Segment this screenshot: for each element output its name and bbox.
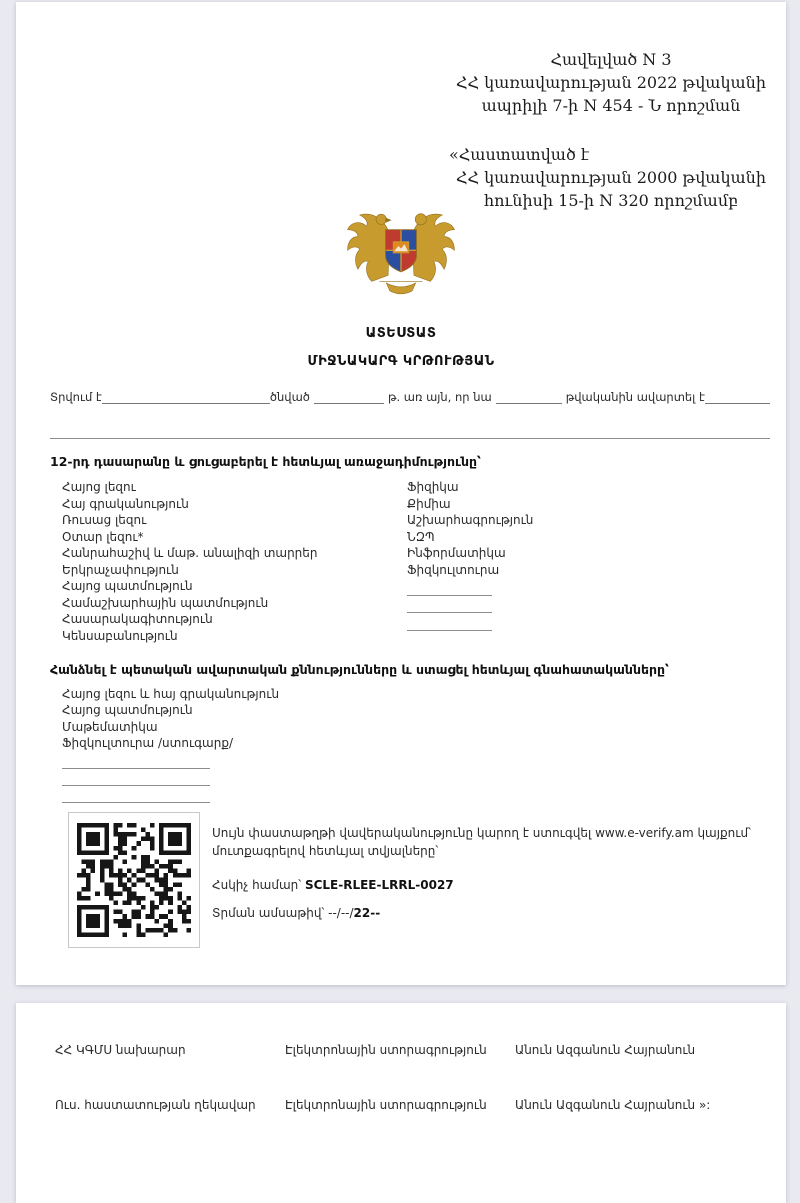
approved-reference-block xyxy=(421,143,800,212)
subject-blank-line xyxy=(407,597,492,613)
subject-item: Ֆիզկուլտուրա xyxy=(407,562,500,577)
school-blank-field xyxy=(705,391,770,404)
subject-item: Համաշխարհային պատմություն xyxy=(62,595,269,610)
subject-item: Ինֆորմատիկա xyxy=(407,546,506,560)
exam-blank-line xyxy=(62,787,210,803)
name-blank-field xyxy=(102,391,270,404)
exam-blank-lines xyxy=(62,753,210,804)
subject-item: Ֆիզիկա xyxy=(407,480,459,494)
issue-date-year: 22-- xyxy=(353,906,381,920)
annex-line: ապրիլի 7-ի N 454 - Ն որոշման xyxy=(481,96,741,115)
exam-subject-item: Ֆիզկուլտուրա /ստուգարք/ xyxy=(62,735,234,750)
exam-subjects-column xyxy=(62,686,392,751)
subject-item: Ռուսաց լեզու xyxy=(62,513,147,527)
signer-role: ՀՀ ԿԳՄՍ նախարար xyxy=(55,1043,186,1057)
emblem-shield xyxy=(385,230,416,273)
annex-reference-block xyxy=(421,48,800,117)
subject-blank-line xyxy=(407,580,492,596)
verification-instructions: Սույն փաստաթղթի վավերականությունը կարող է ստուգվել www.e-verify.am կայքում՝ մուտքագրելով հետևյալ տվյալները՝ xyxy=(212,826,751,858)
electronic-signature-label: Էլեկտրոնային ստորագրություն xyxy=(285,1043,487,1057)
approved-line: «Հաստատված է xyxy=(448,145,590,164)
signer-name: Անուն Ազգանուն Հայրանուն »: xyxy=(515,1098,711,1112)
subject-item: Հայ գրականություն xyxy=(62,496,189,511)
issue-date-line xyxy=(212,906,380,920)
document-title: ԱՏԵՍՏԱՏ xyxy=(365,326,437,341)
subjects-right-column xyxy=(407,479,607,631)
coat-of-arms-armenia-icon xyxy=(16,207,786,308)
exam-subject-item: Հայոց պատմություն xyxy=(62,703,193,718)
annex-line: Հավելված N 3 xyxy=(550,50,672,69)
subjects-left-column xyxy=(62,479,392,644)
control-number-label: Հսկիչ համար՝ xyxy=(212,878,302,892)
subject-item: Երկրաչափություն xyxy=(62,562,179,577)
signer-role: Ուս. հաստատության ղեկավար xyxy=(55,1098,256,1112)
exam-blank-line xyxy=(62,770,210,786)
issue-date-prefix: --/--/ xyxy=(328,906,354,920)
subject-item: Հայոց պատմություն xyxy=(62,579,193,593)
approved-line: հունիսի 15-ի N 320 որոշմամբ xyxy=(484,191,738,210)
signatures-page xyxy=(16,1003,786,1203)
issue-given-to-label: Տրվում է xyxy=(50,390,102,404)
control-number-value: SCLE-RLEE-LRRL-0027 xyxy=(304,878,454,892)
certificate-page xyxy=(16,2,786,985)
subject-item: ՆԶՊ xyxy=(407,529,435,544)
annex-line: ՀՀ կառավարության 2022 թվականի xyxy=(456,73,766,92)
exams-section-heading: Հանձնել է պետական ավարտական քննությունները և ստացել հետևյալ գնահատականները՝ xyxy=(50,662,669,677)
exam-blank-line xyxy=(62,753,210,769)
progress-section-heading: 12-րդ դասարանը և ցուցաբերել է հետևյալ առաջադիմությունը՝ xyxy=(50,454,481,469)
qr-code xyxy=(68,812,200,948)
subject-item: Հայոց լեզու xyxy=(62,480,136,494)
approved-line: ՀՀ կառավարության 2000 թվականի xyxy=(456,168,766,187)
electronic-signature-label: Էլեկտրոնային ստորագրություն xyxy=(285,1098,487,1112)
school-name-blank-line xyxy=(50,426,770,439)
subject-item: Քիմիա xyxy=(407,496,451,511)
issue-year-that-label: թ. առ այն, որ նա xyxy=(387,390,492,404)
subject-item: Կենսաբանություն xyxy=(62,628,178,643)
subject-item: Աշխարհագրություն xyxy=(407,513,534,527)
issue-form-line xyxy=(50,390,770,404)
subject-item: Օտար լեզու* xyxy=(62,529,144,544)
subject-item: Հասարակագիտություն xyxy=(62,612,213,626)
control-number-line xyxy=(212,878,454,892)
grad-year-blank-field xyxy=(496,391,562,404)
exam-subject-item: Հայոց լեզու և հայ գրականություն xyxy=(62,687,280,701)
subject-blank-line xyxy=(407,615,492,631)
document-subtitle: ՄԻՋՆԱԿԱՐԳ ԿՐԹՈՒԹՅԱՆ xyxy=(307,354,495,369)
subject-item: Հանրահաշիվ և մաթ. անալիզի տարրեր xyxy=(62,546,318,560)
issue-born-label: ծնված xyxy=(269,390,310,404)
issue-finished-label: թվականին ավարտել է xyxy=(565,390,705,404)
exam-subject-item: Մաթեմատիկա xyxy=(62,719,158,734)
birth-year-blank-field xyxy=(314,391,384,404)
issue-date-label: Տրման ամսաթիվ՝ xyxy=(212,906,325,920)
signer-name: Անուն Ազգանուն Հայրանուն xyxy=(515,1043,696,1057)
